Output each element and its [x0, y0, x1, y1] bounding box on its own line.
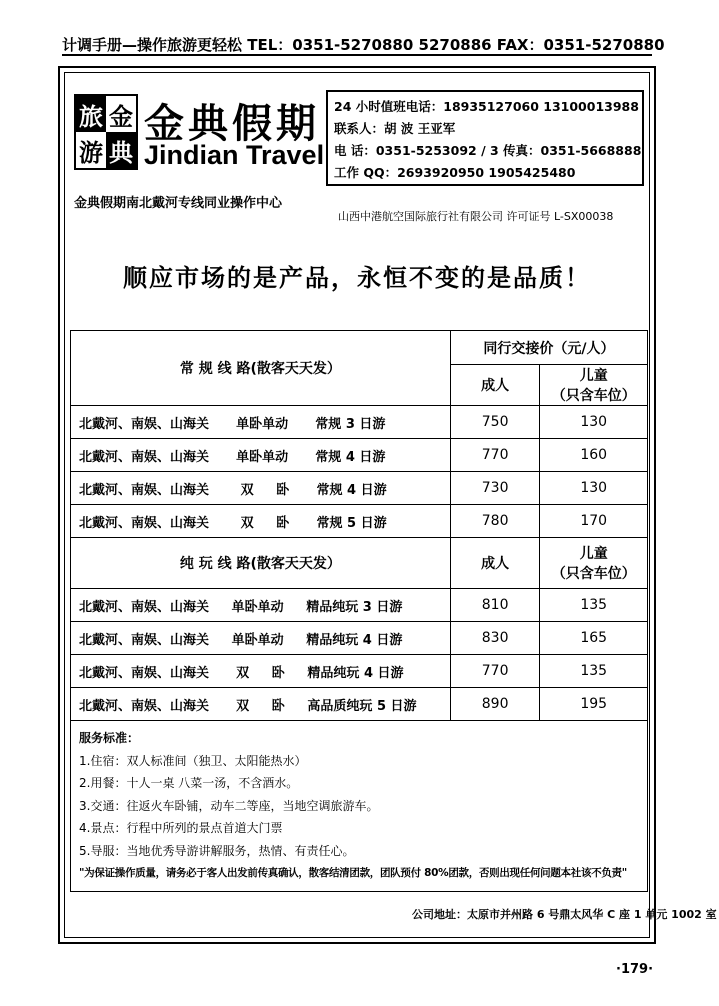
adult-price: 730	[450, 472, 540, 505]
logo-char: 金	[109, 101, 133, 131]
service-item: 2.用餐：十人一桌 八菜一汤，不含酒水。	[79, 776, 299, 790]
route-name: 北戴河、南娱、山海关 双 卧 常规 5 日游	[71, 505, 451, 538]
route-name: 北戴河、南娱、山海关 双 卧 常规 4 日游	[71, 472, 451, 505]
adult-price: 770	[450, 655, 540, 688]
operation-center-title: 金典假期南北戴河专线同业操作中心	[74, 196, 283, 211]
license-text: 山西中港航空国际旅行社有限公司 许可证号 L-SX00038	[338, 210, 614, 223]
table-row	[71, 472, 648, 505]
adult-price: 770	[450, 439, 540, 472]
price-header: 同行交接价（元/人）	[450, 331, 647, 365]
contact-box	[326, 90, 644, 186]
child-price: 135	[540, 655, 648, 688]
table-row	[71, 439, 648, 472]
company-address: 公司地址：太原市并州路 6 号鼎太风华 C 座 1 单元 1002 室	[412, 908, 717, 921]
table-row	[71, 655, 648, 688]
route-name: 北戴河、南娱、山海关 单卧单动 常规 4 日游	[71, 439, 451, 472]
route-name: 北戴河、南娱、山海关 单卧单动 精品纯玩 3 日游	[71, 589, 451, 622]
adult-price: 780	[450, 505, 540, 538]
brand-name-en: Jindian Travel	[144, 140, 325, 170]
child-note: （只含车位）	[551, 566, 636, 582]
child-price: 165	[540, 622, 648, 655]
route-name: 北戴河、南娱、山海关 双 卧 精品纯玩 4 日游	[71, 655, 451, 688]
contact-qq: 工作 QQ：2693920950 1905425480	[334, 165, 576, 180]
child-price: 170	[540, 505, 648, 538]
route-name: 北戴河、南娱、山海关 双 卧 高品质纯玩 5 日游	[71, 688, 451, 721]
table-row	[71, 688, 648, 721]
route-name: 北戴河、南娱、山海关 单卧单动 常规 3 日游	[71, 406, 451, 439]
adult-price: 810	[450, 589, 540, 622]
logo-char: 游	[79, 137, 103, 167]
child-price: 195	[540, 688, 648, 721]
child-header	[540, 365, 648, 406]
table-row	[71, 406, 648, 439]
price-table	[70, 330, 648, 892]
service-item: 3.交通：往返火车卧铺，动车二等座，当地空调旅游车。	[79, 798, 379, 813]
child-label: 儿童	[579, 368, 608, 384]
child-price: 130	[540, 472, 648, 505]
brand-name-cn: 金典假期	[144, 100, 320, 147]
adult-header: 成人	[450, 538, 540, 589]
child-header	[540, 538, 648, 589]
service-item: 1.住宿：双人标准间（独卫、太阳能热水）	[79, 753, 307, 768]
adult-price: 830	[450, 622, 540, 655]
brand-logo-mark	[74, 94, 138, 170]
service-item: 4.景点：行程中所列的景点首道大门票	[79, 821, 283, 835]
contact-persons: 联系人：胡 波 王亚军	[334, 121, 456, 136]
service-title: 服务标准：	[79, 731, 140, 745]
logo-char: 旅	[76, 96, 106, 132]
top-rule	[62, 54, 652, 56]
child-price: 160	[540, 439, 648, 472]
contact-hotline: 24 小时值班电话：18935127060 13100013988	[334, 99, 639, 114]
table-row	[71, 622, 648, 655]
regular-routes-title: 常 规 线 路(散客天天发）	[71, 331, 451, 406]
child-price: 130	[540, 406, 648, 439]
pure-routes-title: 纯 玩 线 路(散客天天发）	[71, 538, 451, 589]
adult-header: 成人	[450, 365, 540, 406]
service-standards	[71, 721, 648, 892]
page-number: ·179·	[616, 962, 654, 977]
contact-phone-fax: 电 话：0351-5253092 / 3 传真：0351-5668888	[334, 143, 642, 158]
top-header: 计调手册—操作旅游更轻松 TEL：0351-5270880 5270886 FAX：0351-5270880	[62, 36, 665, 54]
service-item: 5.导服：当地优秀导游讲解服务，热情、有责任心。	[79, 843, 355, 858]
route-name: 北戴河、南娱、山海关 单卧单动 精品纯玩 4 日游	[71, 622, 451, 655]
child-price: 135	[540, 589, 648, 622]
slogan: 顺应市场的是产品，永恒不变的是品质！	[123, 263, 591, 292]
table-row	[71, 589, 648, 622]
table-row	[71, 505, 648, 538]
child-label: 儿童	[579, 546, 608, 562]
adult-price: 750	[450, 406, 540, 439]
service-warning: "为保证操作质量，请务必于客人出发前传真确认，散客结清团款，团队预付 80%团款，否则出现任何问题本社该不负责"	[79, 867, 627, 879]
child-note: （只含车位）	[551, 388, 636, 404]
adult-price: 890	[450, 688, 540, 721]
logo-char: 典	[106, 132, 136, 168]
